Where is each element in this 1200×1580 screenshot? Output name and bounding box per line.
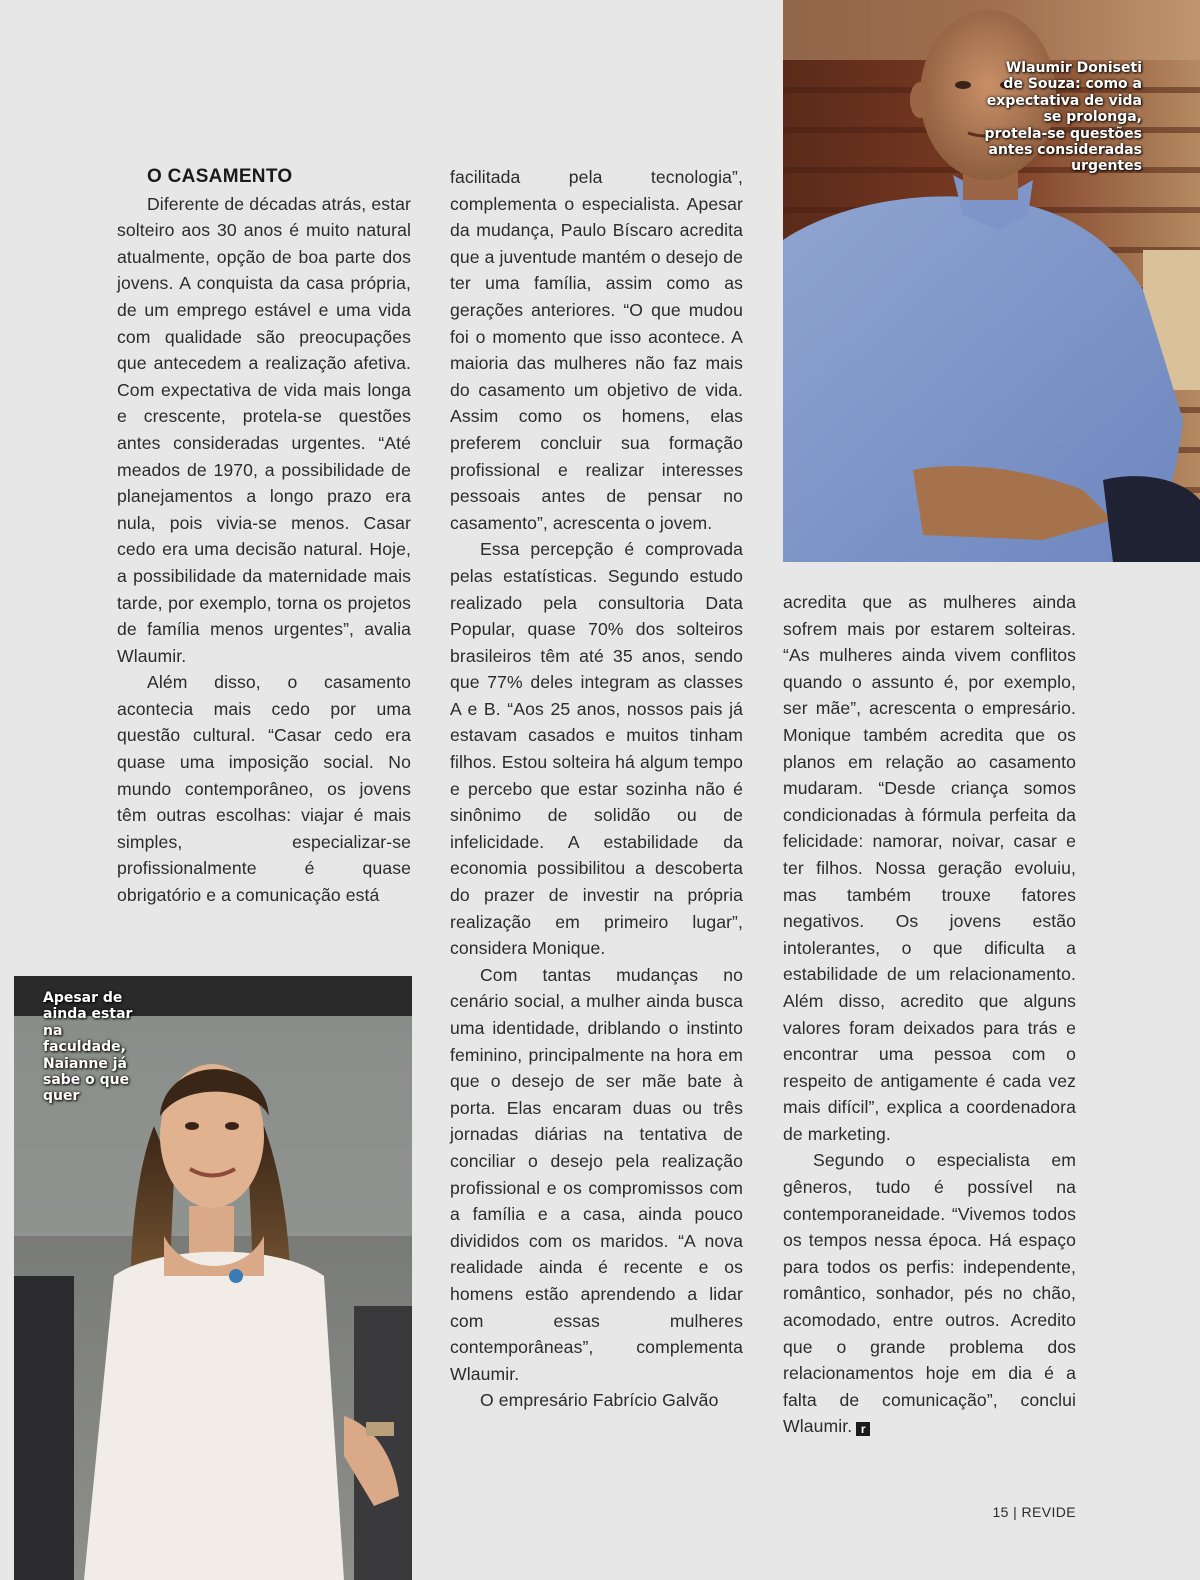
paragraph: Além disso, o casamento acontecia mais cedo por uma questão cultural. “Casar cedo era quase uma imposição social. No mundo contemporâneo, os jovens têm outras escolhas: viajar é mais simples, especializar-se profissionalmente é quase obrigatório e a comunicação está xyxy=(117,672,411,906)
end-of-article-icon: r xyxy=(856,1422,870,1436)
paragraph: Com tantas mudanças no cenário social, a mulher ainda busca uma identidade, driblando o instinto feminino, principalmente na hora em que o desejo de ser mãe bate à porta. Elas encaram duas ou três jornadas diárias na tentativa de conciliar o desejo pela realização profissional e os compromissos com a família e a casa, ainda pouco divididos com os maridos. “A nova realidade ainda é recente e os homens estão aprendendo a lidar com essas mulheres contemporâneas”, complementa Wlaumir. xyxy=(450,964,743,1384)
article-column-1 xyxy=(117,164,411,909)
footer-separator: | xyxy=(1013,1504,1018,1520)
photo-caption-wlaumir: Wlaumir Doniseti de Souza: como a expectativa de vida se prolonga, protela-se questões antes consideradas urgentes xyxy=(984,60,1142,175)
paragraph: acredita que as mulheres ainda sofrem mais por estarem solteiras. “As mulheres ainda vivem conflitos quando o assunto é, por exemplo, ser mãe”, acrescenta o empresário. Monique também acredita que os planos em relação ao casamento mudaram. “Desde criança somos condicionadas à fórmula perfeita da felicidade: namorar, noivar, casar e ter filhos. Nossa geração evoluiu, mas também trouxe fatores negativos. Os jovens estão intolerantes, o que dificulta a estabilidade de um relacionamento. Além disso, acredito que alguns valores foram deixados para trás e encontrar uma pessoa com o respeito de antigamente é cada vez mais difícil”, explica a coordenadora de marketing. xyxy=(783,592,1076,1144)
magazine-name: REVIDE xyxy=(1021,1504,1076,1520)
paragraph-final xyxy=(783,1147,1076,1440)
page-number: 15 xyxy=(992,1504,1009,1520)
article-column-3 xyxy=(783,589,1076,1440)
section-title: O CASAMENTO xyxy=(147,166,293,187)
paragraph: Essa percepção é comprovada pelas estatísticas. Segundo estudo realizado pela consultoria Data Popular, quase 70% dos solteiros brasileiros têm até 35 anos, sendo que 77% deles integram as classes A e B. “Aos 25 anos, nossos pais já estavam casados e muitos tinham filhos. Estou solteira há algum tempo e percebo que estar sozinha não é sinônimo de solidão ou de infelicidade. A estabilidade da economia possibilitou a descoberta do prazer de investir na própria realização em primeiro lugar”, considera Monique. xyxy=(450,539,743,959)
page-footer xyxy=(992,1504,1076,1520)
paragraph-final-text: Segundo o especialista em gêneros, tudo é possível na contemporaneidade. “Vivemos todos os tempos nessa época. Há espaço para todos os perfis: independente, romântico, sonhador, pés no chão, acomodado, entre outros. Acredito que o grande problema dos relacionamentos hoje em dia é a falta de comunicação”, conclui Wlaumir. xyxy=(783,1150,1076,1437)
paragraph: facilitada pela tecnologia”, complementa o especialista. Apesar da mudança, Paulo Bíscaro acredita que a juventude mantém o desejo de ter uma família, assim como as gerações anteriores. “O que mudou foi o momento que isso acontece. A maioria das mulheres não faz mais do casamento um objetivo de vida. Assim como os homens, elas preferem concluir sua formação profissional e realizar interesses pessoais antes de pensar no casamento”, acrescenta o jovem. xyxy=(450,167,743,533)
article-column-2 xyxy=(450,164,743,1414)
paragraph: Diferente de décadas atrás, estar solteiro aos 30 anos é muito natural atualmente, opção de boa parte dos jovens. A conquista da casa própria, de um emprego estável e uma vida com qualidade são preocupações que antecedem a realização afetiva. Com expectativa de vida mais longa e crescente, protela-se questões antes consideradas urgentes. “Até meados de 1970, a possibilidade de planejamentos a longo prazo era nula, pois vivia-se menos. Casar cedo era uma decisão natural. Hoje, a possibilidade da maternidade mais tarde, por exemplo, torna os projetos de família menos urgentes”, avalia Wlaumir. xyxy=(117,193,411,666)
photo-caption-naianne: Apesar de ainda estar na faculdade, Naianne já sabe o que quer xyxy=(43,990,133,1105)
paragraph: O empresário Fabrício Galvão xyxy=(480,1390,719,1411)
